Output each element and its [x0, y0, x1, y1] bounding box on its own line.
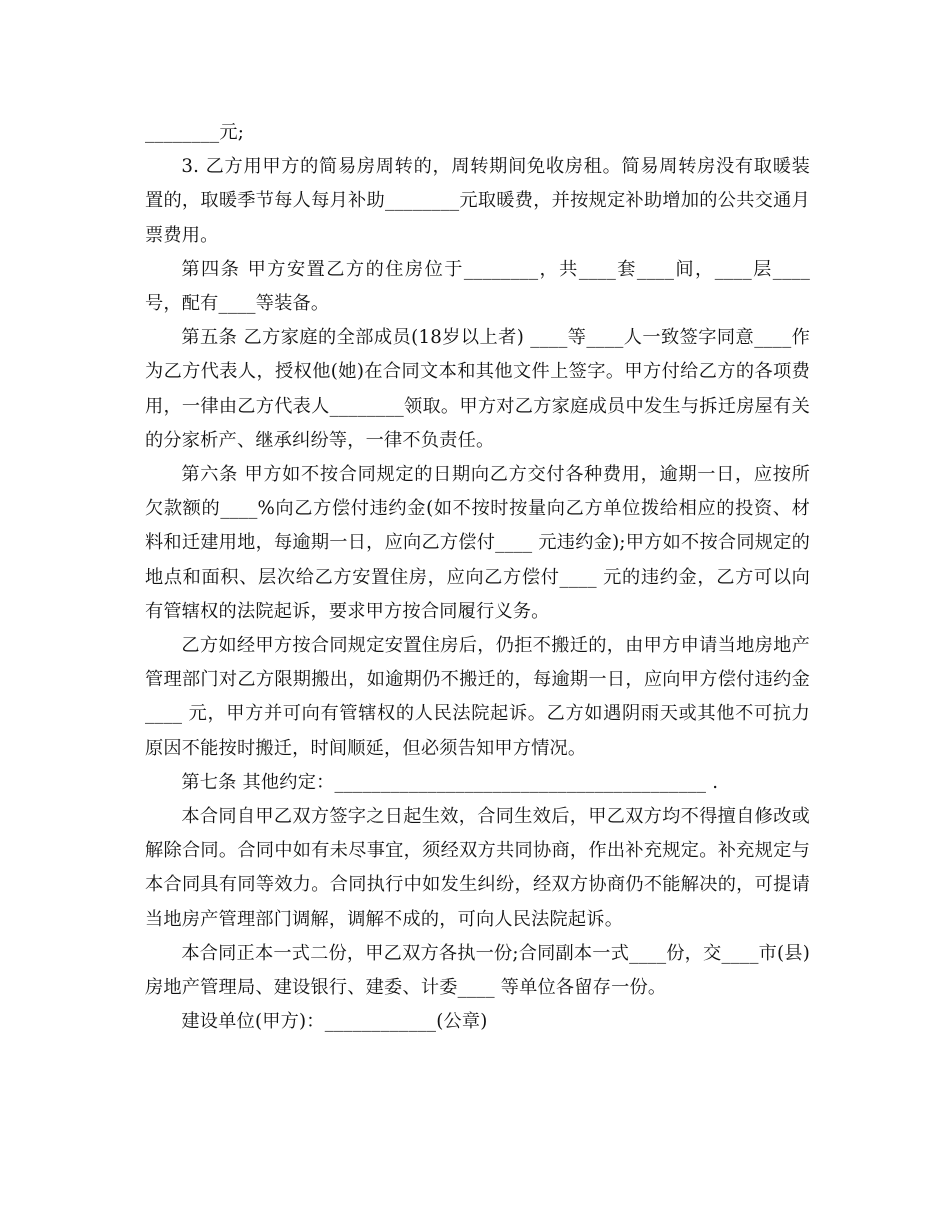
paragraph-article-7: 第七条 其他约定：________________________________________ .: [181, 771, 719, 793]
paragraph-copies: 本合同正本一式二份，甲乙双方各执一份;合同副本一式____份，交____市(县)房地产管理局、建设银行、建委、计委____ 等单位各留存一份。: [145, 942, 810, 999]
paragraph-effectiveness: 本合同自甲乙双方签字之日起生效，合同生效后，甲乙双方均不得擅自修改或解除合同。合同中如有未尽事宜，须经双方共同协商，作出补充规定。补充规定与本合同具有同等效力。合同执行中如发生纠纷，经双方协商仍不能解决的，可提请当地房产管理部门调解，调解不成的，可向人民法院起诉。: [145, 806, 810, 930]
paragraph-clause-3: 3. 乙方用甲方的简易房周转的，周转期间免收房租。简易周转房没有取暖装置的，取暖季节每人每月补助________元取暖费，并按规定补助增加的公共交通月票费用。: [145, 156, 810, 246]
paragraph-signature-party-a: 建设单位(甲方)：____________(公章): [181, 1011, 488, 1033]
paragraph-article-5: 第五条 乙方家庭的全部成员(18岁以上者) ____等____人一致签字同意____作为乙方代表人，授权他(她)在合同文本和其他文件上签字。甲方付给乙方的各项费用，一律由乙方代表人________领取。甲方对乙方家庭成员中发生与拆迁房屋有关的分家析产、继承纠纷等，一律不负责任。: [145, 327, 810, 451]
document-page: [145, 116, 810, 1039]
paragraph-relocation-default: 乙方如经甲方按合同规定安置住房后，仍拒不搬迁的，由甲方申请当地房地产管理部门对乙方限期搬出，如逾期仍不搬迁的，每逾期一日，应向甲方偿付违约金____ 元，甲方并可向有管辖权的人民法院起诉。乙方如遇阴雨天或其他不可抗力原因不能按时搬迁，时间顺延，但必须告知甲方情况。: [145, 635, 810, 759]
paragraph-amount-line: ________元;: [145, 122, 245, 143]
paragraph-article-4: 第四条 甲方安置乙方的住房位于________，共____套____间，____层____号，配有____等装备。: [145, 258, 810, 315]
paragraph-article-6: 第六条 甲方如不按合同规定的日期向乙方交付各种费用，逾期一日，应按所欠款额的____%向乙方偿付违约金(如不按时按量向乙方单位拨给相应的投资、材料和迁建用地，每逾期一日，应向乙方偿付____ 元违约金);甲方如不按合同规定的地点和面积、层次给乙方安置住房，应向乙方偿付____ 元的违约金，乙方可以向有管辖权的法院起诉，要求甲方按合同履行义务。: [145, 464, 810, 622]
